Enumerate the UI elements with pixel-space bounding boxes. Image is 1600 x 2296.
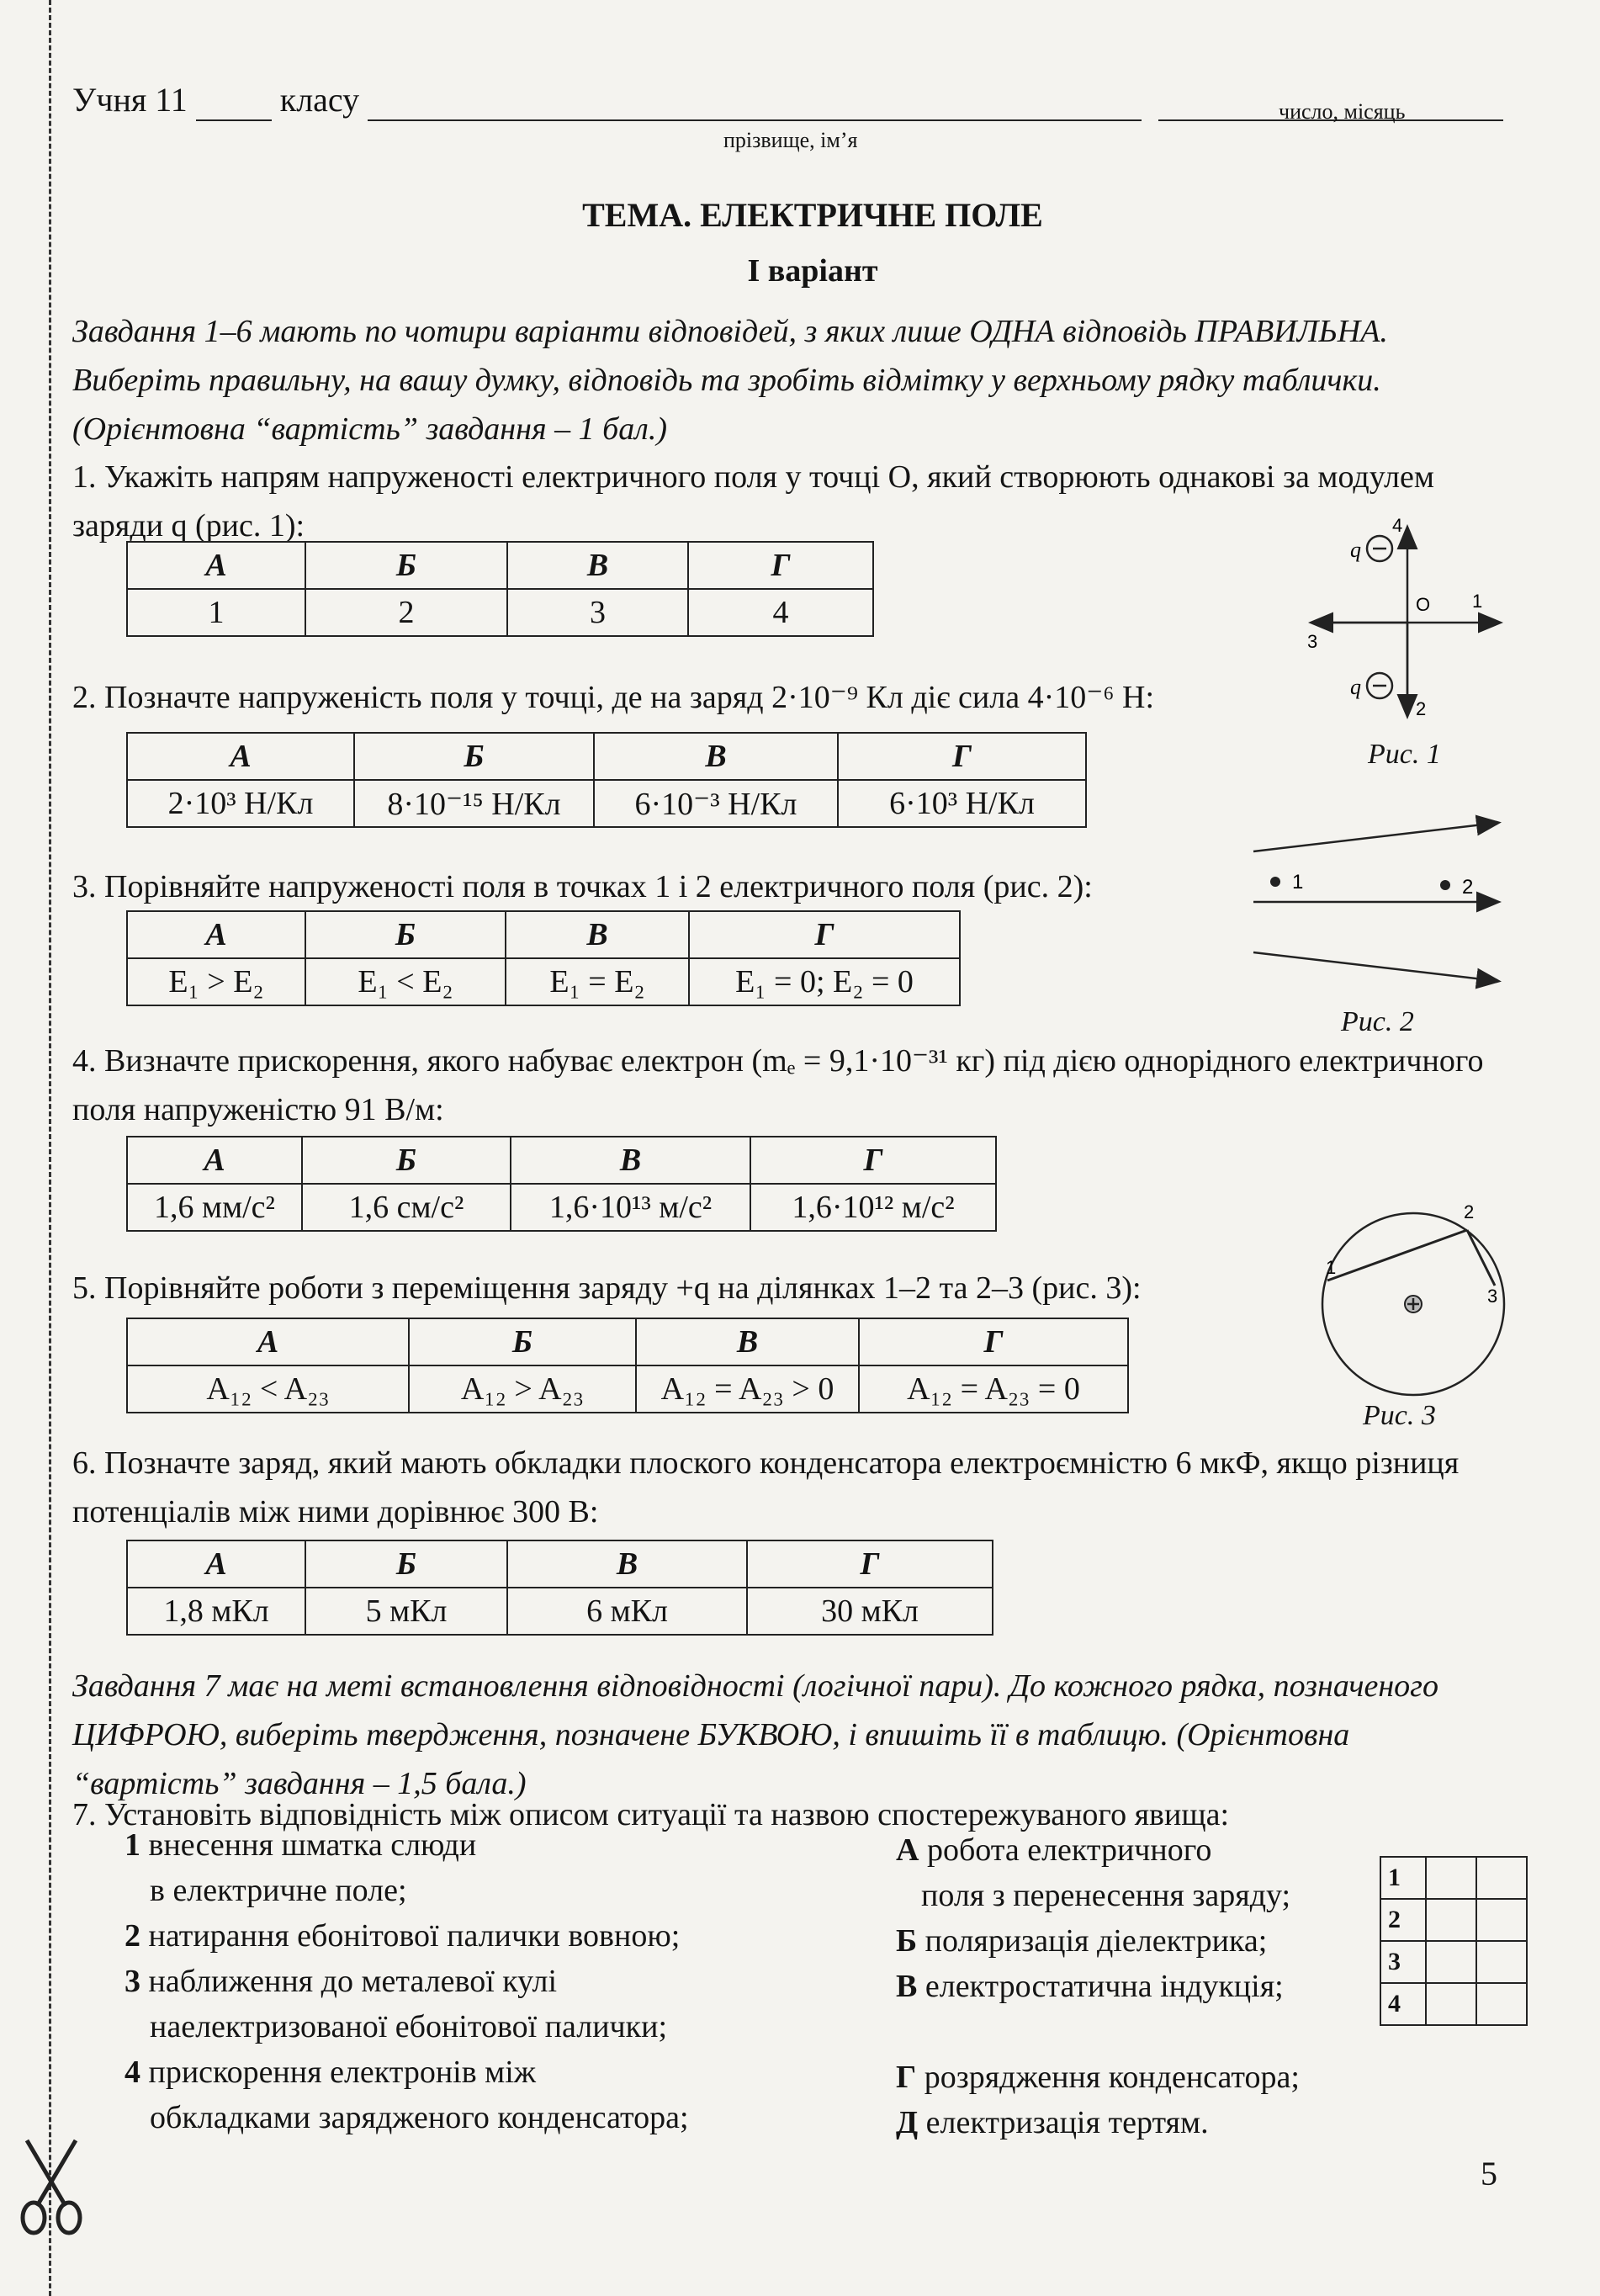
question-4-text: 4. Визначте прискорення, якого набуває електрон (mₑ = 9,1·10⁻³¹ кг) під дією однорідного електричного поля напруженістю 91 В/м:	[72, 1043, 1484, 1127]
option-value: 1,6 см/с²	[302, 1184, 511, 1231]
option-value: 1,6·10¹² м/с²	[750, 1184, 996, 1231]
point-label: 2	[1462, 876, 1474, 899]
answer-cell-b[interactable]: Б	[302, 1137, 511, 1184]
option-value: E₁ = E₂	[506, 958, 689, 1005]
student-label: Учня 11	[72, 81, 188, 119]
point-label: 2	[1464, 1201, 1475, 1222]
answer-cell-b[interactable]: Б	[305, 911, 506, 958]
grid-answer-cell[interactable]	[1426, 1941, 1476, 1983]
figure-2-caption: Рис. 2	[1341, 1006, 1414, 1037]
figure-1-caption: Рис. 1	[1368, 739, 1441, 770]
figure-3-caption: Рис. 3	[1363, 1400, 1436, 1431]
instructions-1-6: Завдання 1–6 мають по чотири варіанти відповідей, з яких лише ОДНА відповідь ПРАВИЛЬНА. Виберіть правильну, на вашу думку, відповідь та зробіть відмітку у верхньому рядку таблички. (Орієнтовна “вартість” завдання – 1 бал.)	[72, 314, 1388, 447]
instructions-7: Завдання 7 має на меті встановлення відповідності (логічної пари). До кожного рядка, позначеного ЦИФРОЮ, виберіть твердження, позначене БУКВОЮ, і впишіть її в таблицю. (Орієнтовна “вартість” завдання – 1,5 бала.)	[72, 1668, 1438, 1801]
match-right-item: Д електризація тертям.	[896, 2105, 1209, 2140]
answer-cell-a[interactable]: А	[127, 911, 305, 958]
match-left-item-cont: обкладками зарядженого конденсатора;	[150, 2100, 689, 2135]
match-left-column	[125, 1822, 882, 2140]
dir-label: 1	[1472, 591, 1483, 612]
grid-row-label: 4	[1380, 1983, 1426, 2025]
date-caption: число, місяць	[1279, 99, 1406, 124]
match-right-item-cont: поля з перенесення заряду;	[921, 1878, 1291, 1913]
class-number-field[interactable]	[196, 80, 272, 121]
question-5-table	[126, 1318, 1129, 1413]
question-2-text: 2. Позначте напруженість поля у точці, де на заряд 2·10⁻⁹ Кл діє сила 4·10⁻⁶ Н:	[72, 680, 1155, 715]
page-title: ТЕМА. ЕЛЕКТРИЧНЕ ПОЛЕ	[582, 196, 1043, 234]
dir-label: 4	[1392, 515, 1403, 536]
answer-cell-b[interactable]: Б	[354, 733, 594, 780]
answer-cell-d[interactable]: Г	[859, 1318, 1128, 1365]
option-value: A₁₂ = A₂₃ > 0	[636, 1365, 859, 1413]
question-2-table	[126, 732, 1087, 828]
option-value: 1,6 мм/с²	[127, 1184, 302, 1231]
name-caption: прізвище, ім’я	[723, 128, 858, 152]
answer-cell-a[interactable]: А	[127, 542, 305, 589]
match-answer-grid	[1380, 1856, 1528, 2026]
question-1-table	[126, 541, 874, 637]
option-value: 6·10⁻³ Н/Кл	[594, 780, 838, 827]
option-value: 3	[507, 589, 688, 636]
answer-cell-c[interactable]: В	[594, 733, 838, 780]
answer-cell-c[interactable]: В	[507, 542, 688, 589]
variant-title: І варіант	[747, 253, 878, 289]
match-right-column	[896, 1827, 1367, 2145]
answer-cell-a[interactable]: А	[127, 1137, 302, 1184]
dir-label: 3	[1307, 631, 1318, 652]
answer-cell-d[interactable]: Г	[838, 733, 1086, 780]
cut-line	[49, 0, 51, 2296]
question-3-text: 3. Порівняйте напруженості поля в точках 1 і 2 електричного поля (рис. 2):	[72, 869, 1093, 904]
answer-cell-a[interactable]: А	[127, 733, 354, 780]
question-6-table	[126, 1540, 993, 1636]
option-value: 2	[305, 589, 507, 636]
option-value: 6·10³ Н/Кл	[838, 780, 1086, 827]
answer-cell-d[interactable]: Г	[750, 1137, 996, 1184]
question-6-text: 6. Позначте заряд, який мають обкладки плоского конденсатора електроємністю 6 мкФ, якщо різниця потенціалів між ними дорівнює 300 В:	[72, 1445, 1460, 1530]
answer-cell-c[interactable]: В	[507, 1540, 747, 1588]
option-value: 5 мКл	[305, 1588, 507, 1635]
match-left-item: 3 наближення до металевої кулі	[125, 1964, 558, 1999]
field-line	[1253, 952, 1497, 981]
match-right-item: А робота електричного	[896, 1832, 1212, 1868]
dir-label: 2	[1416, 698, 1427, 719]
point-o-label: O	[1416, 594, 1431, 615]
answer-cell-d[interactable]: Г	[689, 911, 960, 958]
option-value: E₁ > E₂	[127, 958, 305, 1005]
question-4-table	[126, 1136, 997, 1232]
answer-cell-b[interactable]: Б	[409, 1318, 636, 1365]
option-value: 2·10³ Н/Кл	[127, 780, 354, 827]
match-left-item: 2 натирання ебонітової палички вовною;	[125, 1918, 681, 1954]
question-7-text: 7. Установіть відповідність між описом ситуації та назвою спостережуваного явища:	[72, 1797, 1230, 1832]
match-left-item: 1 внесення шматка слюди	[125, 1827, 477, 1863]
answer-cell-c[interactable]: В	[636, 1318, 859, 1365]
option-value: 6 мКл	[507, 1588, 747, 1635]
answer-cell-c[interactable]: В	[506, 911, 689, 958]
match-right-item: В електростатична індукція;	[896, 1969, 1284, 2004]
grid-answer-cell[interactable]	[1426, 1983, 1476, 2025]
grid-answer-cell[interactable]	[1476, 1941, 1527, 1983]
answer-cell-b[interactable]: Б	[305, 1540, 507, 1588]
grid-answer-cell[interactable]	[1426, 1857, 1476, 1899]
option-value: A₁₂ < A₂₃	[127, 1365, 409, 1413]
question-1-text: 1. Укажіть напрям напруженості електричного поля у точці О, який створюють однакові за модулем заряди q (рис. 1):	[72, 459, 1434, 544]
charge-label: q	[1350, 538, 1361, 562]
page-number: 5	[1481, 2155, 1497, 2193]
option-value: 1,8 мКл	[127, 1588, 305, 1635]
point-label: 1	[1326, 1257, 1337, 1278]
option-value: 4	[688, 589, 873, 636]
answer-cell-c[interactable]: В	[511, 1137, 750, 1184]
question-3-table	[126, 910, 961, 1006]
answer-cell-d[interactable]: Г	[747, 1540, 993, 1588]
grid-answer-cell[interactable]	[1476, 1899, 1527, 1941]
match-left-item: 4 прискорення електронів між	[125, 2055, 537, 2090]
name-field[interactable]	[368, 80, 1142, 121]
answer-cell-d[interactable]: Г	[688, 542, 873, 589]
grid-answer-cell[interactable]	[1476, 1983, 1527, 2025]
option-value: 1,6·10¹³ м/с²	[511, 1184, 750, 1231]
question-5-text: 5. Порівняйте роботи з переміщення заряду +q на ділянках 1–2 та 2–3 (рис. 3):	[72, 1270, 1142, 1306]
class-label: класу	[279, 81, 360, 119]
point-label: 3	[1487, 1286, 1498, 1307]
option-value: A₁₂ > A₂₃	[409, 1365, 636, 1413]
option-value: E₁ < E₂	[305, 958, 506, 1005]
option-value: 1	[127, 589, 305, 636]
grid-answer-cell[interactable]	[1426, 1899, 1476, 1941]
point-label: 1	[1292, 871, 1304, 893]
scissors-icon	[15, 2137, 87, 2238]
match-right-item: Г розрядження конденсатора;	[896, 2060, 1300, 2095]
option-value: E₁ = 0; E₂ = 0	[689, 958, 960, 1005]
option-value: 8·10⁻¹⁵ Н/Кл	[354, 780, 594, 827]
option-value: 30 мКл	[747, 1588, 993, 1635]
grid-row-label: 2	[1380, 1899, 1426, 1941]
answer-cell-b[interactable]: Б	[305, 542, 507, 589]
grid-row-label: 3	[1380, 1941, 1426, 1983]
option-value: A₁₂ = A₂₃ = 0	[859, 1365, 1128, 1413]
match-left-item-cont: в електричне поле;	[150, 1873, 407, 1908]
field-line	[1253, 823, 1497, 851]
match-right-item: Б поляризація діелектрика;	[896, 1923, 1268, 1959]
grid-row-label: 1	[1380, 1857, 1426, 1899]
answer-cell-a[interactable]: А	[127, 1540, 305, 1588]
answer-cell-a[interactable]: А	[127, 1318, 409, 1365]
grid-answer-cell[interactable]	[1476, 1857, 1527, 1899]
match-left-item-cont: наелектризованої ебонітової палички;	[150, 2009, 667, 2044]
charge-label: q	[1350, 675, 1361, 699]
